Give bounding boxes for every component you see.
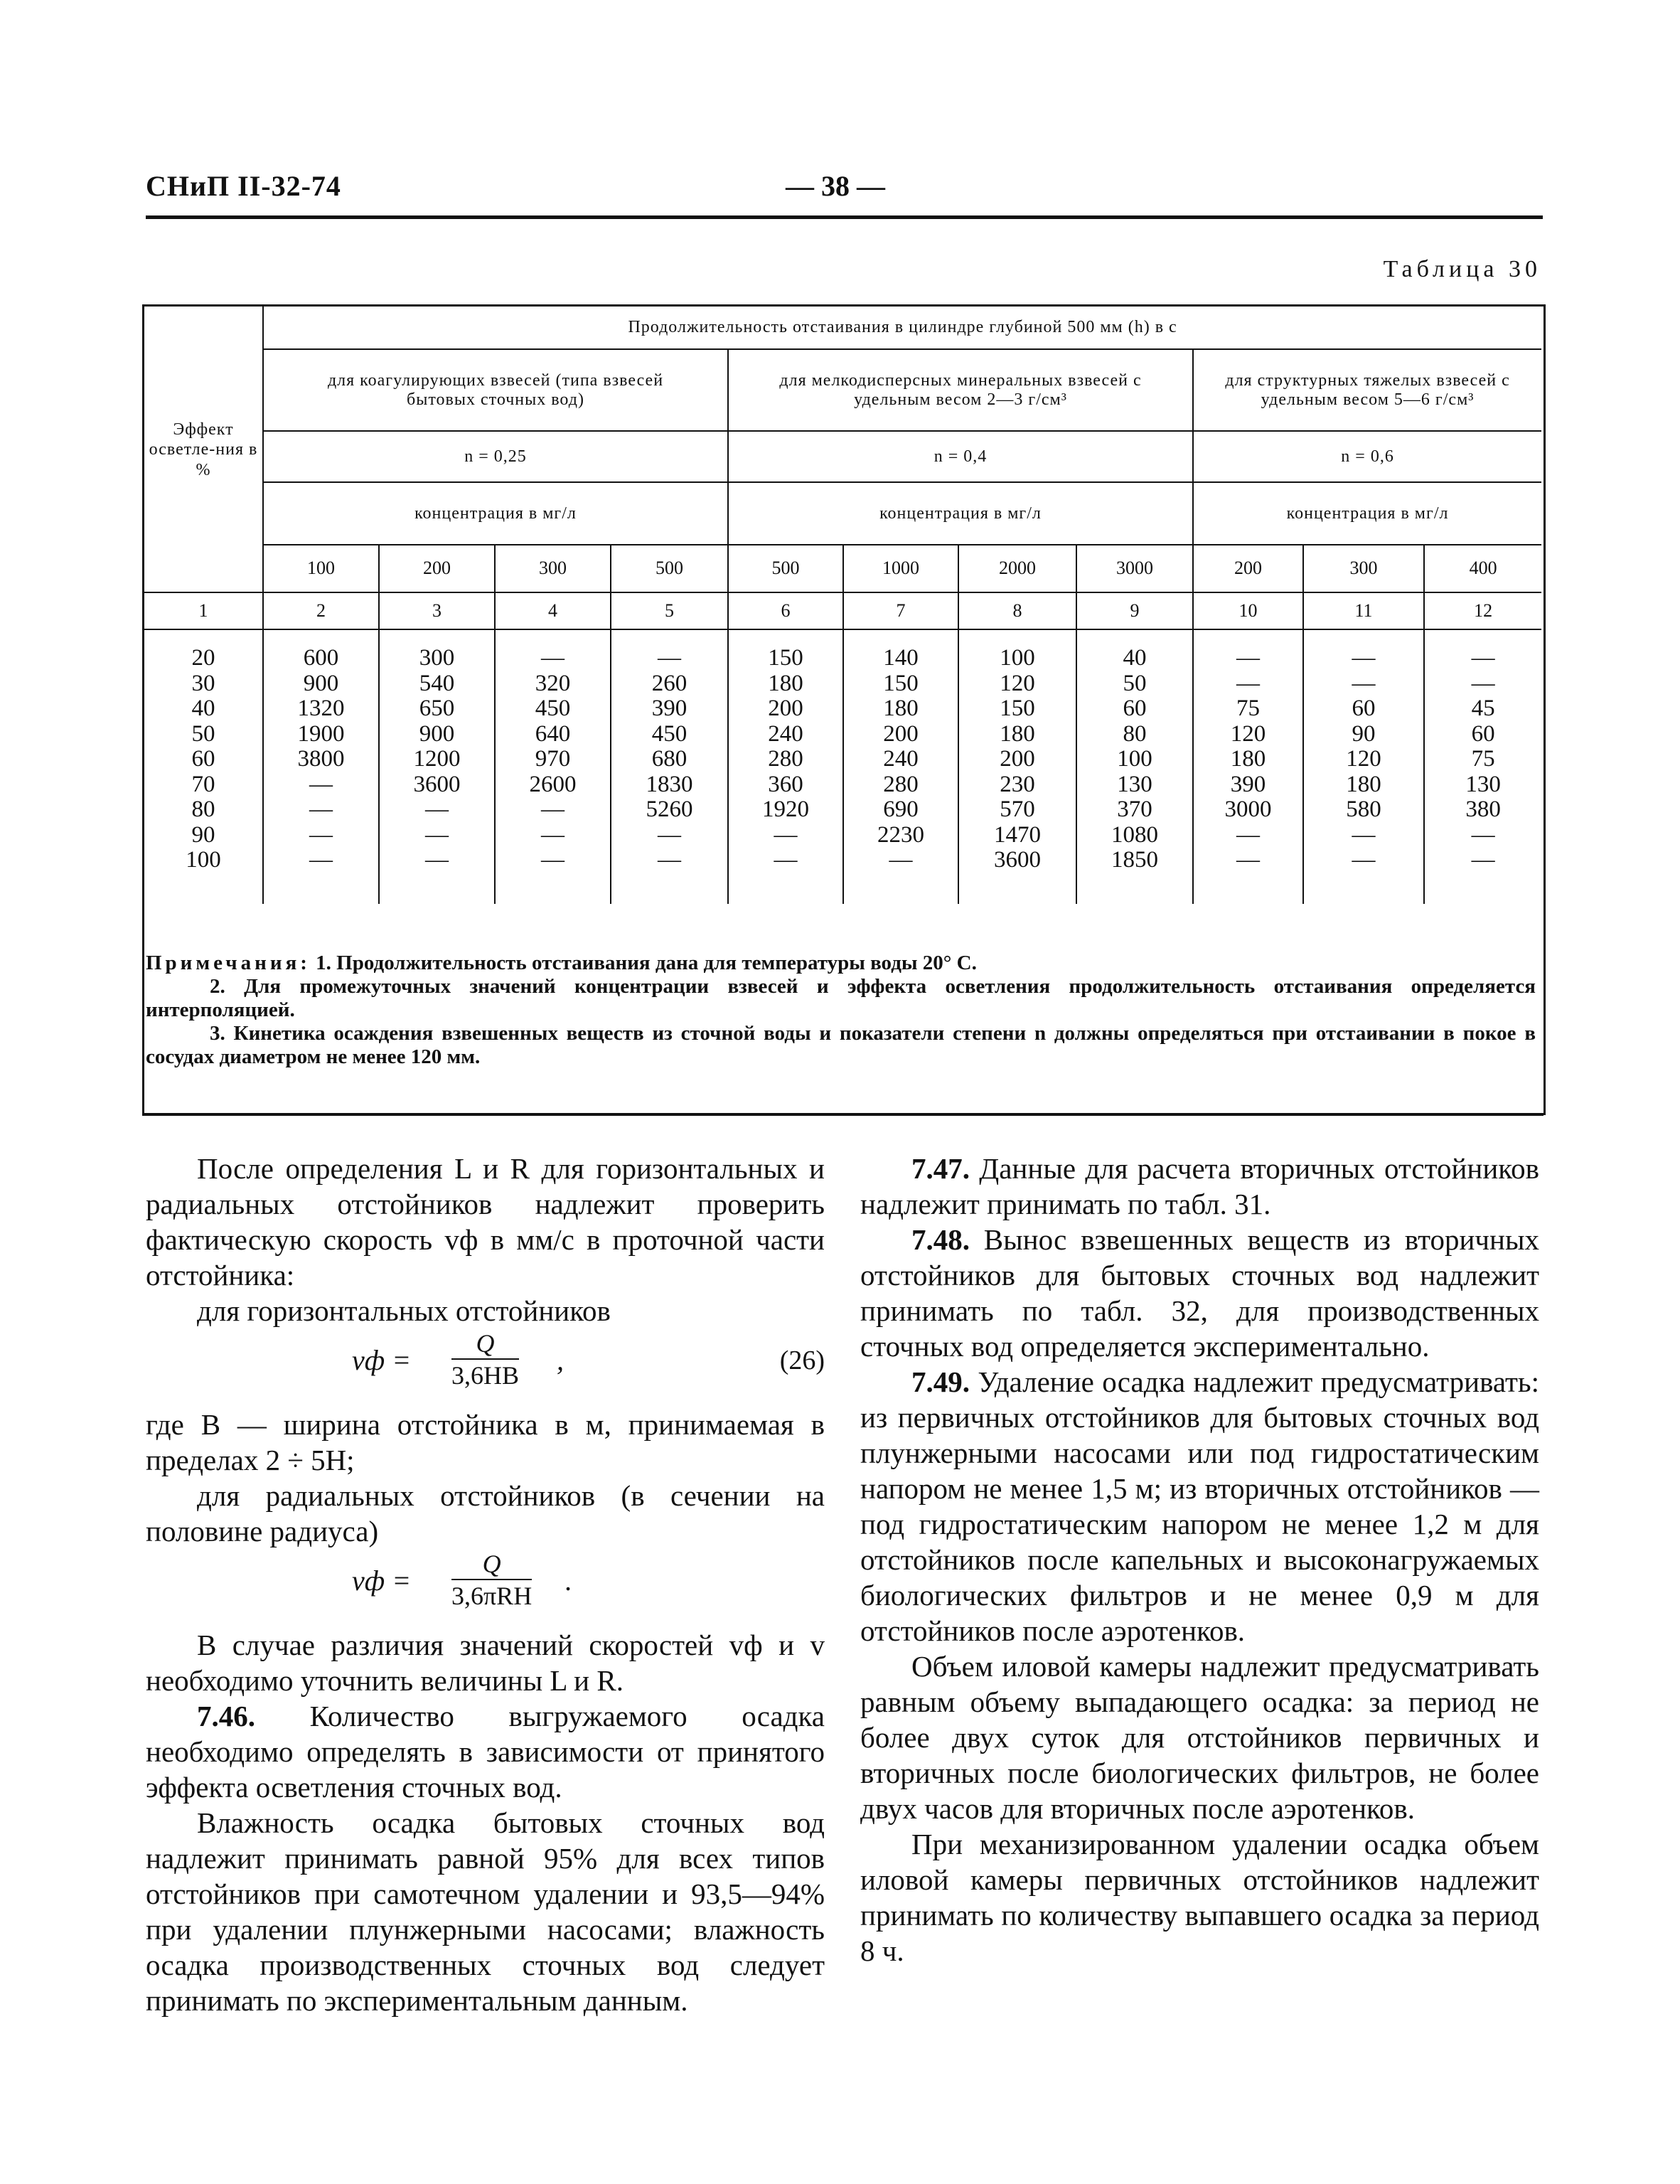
table-column-cell [1076, 629, 1193, 904]
table-value: 1900 [297, 720, 345, 747]
table-value: — [309, 847, 333, 873]
table-value: 120 [1346, 746, 1381, 772]
table-value: — [309, 821, 333, 848]
table-value: 200 [1000, 746, 1035, 772]
table-column-cell [144, 629, 263, 904]
table-value: 80 [191, 797, 215, 822]
table-column-cell [611, 629, 728, 904]
table-value: — [1236, 847, 1260, 873]
table-value: 640 [535, 720, 571, 747]
clause-7-47 [860, 1151, 1539, 1222]
table-value: 280 [768, 746, 803, 772]
group-2-label: для мелкодисперсных минеральных взвесей с удельным весом 2—3 г/см³ [728, 349, 1193, 431]
table-value: 1080 [1111, 821, 1158, 848]
formula-numerator: Q [451, 1328, 519, 1360]
table-value: — [1471, 847, 1495, 873]
col-number-cell: 9 [1076, 592, 1193, 629]
table-value: 240 [768, 720, 803, 747]
clause-number: 7.48. [911, 1223, 970, 1256]
table-bottom-rule [142, 1113, 1543, 1116]
paragraph: После определения L и R для горизонтальных и радиальных отстойников надлежит проверить фактическую скорость vф в мм/с в проточной части отстойника: [146, 1152, 825, 1291]
conc-cell: 300 [1303, 545, 1424, 592]
col-number-cell: 6 [728, 592, 843, 629]
table-value: 60 [1123, 696, 1147, 721]
table-value: 3800 [297, 746, 345, 772]
col-number-cell: 11 [1303, 592, 1424, 629]
table-value: 370 [1117, 797, 1152, 822]
table-value: — [541, 645, 565, 671]
table-value: 240 [883, 746, 919, 772]
group-2-conc: концентрация в мг/л [728, 482, 1193, 545]
table-value: 380 [1465, 797, 1501, 822]
table-value: 900 [419, 720, 455, 747]
table-value: 30 [191, 670, 215, 696]
conc-cell: 100 [263, 545, 379, 592]
table-value: 680 [651, 746, 687, 772]
col-number-cell: 4 [495, 592, 611, 629]
paragraph: для радиальных отстойников (в сечении на половине радиуса) [146, 1479, 825, 1548]
clause-text: Количество выгружаемого осадка необходимо определять в зависимости от принятого эффекта осветления сточных вод. [146, 1700, 825, 1804]
table-value: — [1471, 821, 1495, 848]
table-value: — [1352, 645, 1376, 671]
table-column-cell [843, 629, 958, 904]
document-code: СНиП II-32-74 [146, 170, 341, 202]
table-value: — [541, 821, 565, 848]
table-value: 390 [651, 696, 687, 721]
table-value: — [425, 797, 449, 822]
table-value: 90 [1352, 720, 1376, 747]
table-column-cell [263, 629, 379, 904]
table-value: 40 [1123, 645, 1147, 671]
group-2-n: n = 0,4 [728, 431, 1193, 482]
table-value: 900 [303, 670, 339, 696]
table-value: 45 [1471, 696, 1495, 721]
page-number: — 38 — [786, 170, 885, 202]
row-header-cell [144, 307, 263, 592]
table-column-cell [728, 629, 843, 904]
table-column-cell [958, 629, 1076, 904]
table-value: — [309, 771, 333, 797]
table-value: — [658, 645, 681, 671]
table-value: 570 [1000, 797, 1035, 822]
table-column-cell [1424, 629, 1541, 904]
table-value: 50 [1123, 670, 1147, 696]
table-value: 3000 [1224, 797, 1272, 822]
conc-cell: 200 [1193, 545, 1303, 592]
table-body-row [144, 629, 1541, 904]
settling-time-table [144, 307, 1541, 904]
table-value: 60 [1352, 696, 1376, 721]
table-value: 230 [1000, 771, 1035, 797]
formula-denominator: 3,6πRH [451, 1582, 533, 1610]
table-value: 130 [1117, 771, 1152, 797]
group-3-n: n = 0,6 [1193, 431, 1541, 482]
table-value: 1830 [646, 771, 693, 797]
table-value: — [658, 821, 681, 848]
clause-7-48 [860, 1222, 1539, 1364]
table-value: 540 [419, 670, 455, 696]
paragraph: В случае различия значений скоростей vф и v необходимо уточнить величины L и R. [146, 1629, 825, 1697]
group-3-label: для структурных тяжелых взвесей с удельным весом 5—6 г/см³ [1193, 349, 1541, 431]
table-value: 2600 [529, 771, 577, 797]
table-column-cell [379, 629, 495, 904]
col-number-cell: 5 [611, 592, 728, 629]
table-value: 450 [535, 696, 571, 721]
table-value: 280 [883, 771, 919, 797]
table-value: 150 [1000, 696, 1035, 721]
table-value: 1850 [1111, 847, 1158, 873]
table-value: 180 [883, 696, 919, 721]
table-value: 1200 [413, 746, 461, 772]
table-value: — [1471, 670, 1495, 696]
clause-text: Удаление осадка надлежит предусматривать: из первичных отстойников для бытовых сточных вод плунжерными насосами или под гидростатическим напором не менее 1,5 м; из вторичных отстойников — под гидростатическим напором не менее 1,2 м для отстойников после капельных и высоконагружаемых биологических фильтров и не менее 0,9 м для отстойников после аэротенков. [860, 1365, 1540, 1647]
table-value: 90 [191, 821, 215, 848]
table-value: 690 [883, 797, 919, 822]
table-value: 100 [1117, 746, 1152, 772]
paragraph: Объем иловой камеры надлежит предусматривать равным объему выпадающего осадка: за период не более двух суток для отстойников первичных и вторичных после биологических фильтров, не более двух часов для вторичных после аэротенков. [860, 1650, 1539, 1825]
col-number-cell: 8 [958, 592, 1076, 629]
table-value: 450 [651, 720, 687, 747]
table-value: — [1236, 645, 1260, 671]
table-value: — [541, 847, 565, 873]
table-value: 260 [651, 670, 687, 696]
table-value: — [541, 797, 565, 822]
clause-number: 7.49. [911, 1365, 970, 1398]
conc-cell: 500 [728, 545, 843, 592]
conc-cell: 300 [495, 545, 611, 592]
formula-lhs: vф = [352, 1344, 412, 1376]
table-value: 60 [1471, 720, 1495, 747]
table-value: 1920 [762, 797, 809, 822]
table-value: 2230 [877, 821, 924, 848]
group-header: Продолжительность отстаивания в цилиндре глубиной 500 мм (h) в с [263, 307, 1541, 349]
table-value: 60 [191, 746, 215, 772]
table-notes [146, 952, 1536, 1069]
table-value: — [889, 847, 913, 873]
col-number-cell: 1 [144, 592, 263, 629]
conc-cell: 2000 [958, 545, 1076, 592]
conc-cell: 400 [1424, 545, 1541, 592]
table-value: 600 [303, 645, 339, 671]
table-value: — [1471, 645, 1495, 671]
col-number-cell: 7 [843, 592, 958, 629]
table-value: 130 [1465, 771, 1501, 797]
left-text-column [146, 1151, 825, 2018]
table-value: 300 [419, 645, 455, 671]
formula-26 [146, 1328, 825, 1407]
table-value: 580 [1346, 797, 1381, 822]
table-value: 970 [535, 746, 571, 772]
table-value: 150 [768, 645, 803, 671]
group-1-conc: концентрация в мг/л [263, 482, 728, 545]
table-value: — [1236, 670, 1260, 696]
table-value: — [1236, 821, 1260, 848]
table-value: 75 [1471, 746, 1495, 772]
table-value: — [309, 797, 333, 822]
table-value: 390 [1230, 771, 1266, 797]
table-value: 320 [535, 670, 571, 696]
note-2: 2. Для промежуточных значений концентрации взвесей и эффекта осветления продолжительность отстаивания определяется интерполяцией. [146, 975, 1536, 1021]
paragraph: При механизированном удалении осадка объем иловой камеры первичных отстойников надлежит принимать по количеству выпавшего осадка за период 8 ч. [860, 1828, 1539, 1967]
clause-text: Данные для расчета вторичных отстойников надлежит принимать по табл. 31. [860, 1152, 1540, 1220]
col-number-cell: 3 [379, 592, 495, 629]
table-column-cell [1193, 629, 1303, 904]
paragraph: Влажность осадка бытовых сточных вод надлежит принимать равной 95% для всех типов отстойников при самотечном удалении и 93,5—94% при удалении плунжерными насосами; влажность осадка производственных сточных вод следует принимать по экспериментальным данным. [146, 1806, 825, 2017]
col-number-cell: 12 [1424, 592, 1541, 629]
clause-number: 7.46. [197, 1700, 255, 1732]
clause-7-46 [146, 1698, 825, 1805]
table-value: 100 [1000, 645, 1035, 671]
right-text-column [860, 1151, 1539, 1969]
group-1-label: для коагулирующих взвесей (типа взвесей бытовых сточных вод) [263, 349, 728, 431]
table-value: 650 [419, 696, 455, 721]
equation-number: (26) [779, 1346, 825, 1375]
table-value: 1470 [994, 821, 1041, 848]
table-caption: Таблица 30 [1383, 256, 1541, 282]
col-number-cell: 2 [263, 592, 379, 629]
table-value: 180 [1230, 746, 1266, 772]
table-value: 200 [768, 696, 803, 721]
table-value: 70 [191, 771, 215, 797]
table-value: — [425, 821, 449, 848]
table-value: 120 [1000, 670, 1035, 696]
note-3: 3. Кинетика осаждения взвешенных веществ из сточной воды и показатели степени n должны определяться при отстаивании в покое в сосудах диаметром не менее 120 мм. [146, 1022, 1536, 1068]
formula-fraction [451, 1549, 532, 1612]
header-rule [146, 215, 1543, 219]
paragraph: где B — ширина отстойника в м, принимаемая в пределах 2 ÷ 5Н; [146, 1408, 825, 1476]
table-value: — [1352, 847, 1376, 873]
table-value: — [1352, 821, 1376, 848]
formula-denominator: 3,6HB [451, 1361, 520, 1390]
table-value: 80 [1123, 720, 1147, 747]
table-value: — [425, 847, 449, 873]
table-value: 140 [883, 645, 919, 671]
conc-cell: 200 [379, 545, 495, 592]
clause-text: Вынос взвешенных веществ из вторичных отстойников для бытовых сточных вод надлежит принимать по табл. 32, для производственных сточных вод определяется экспериментально. [860, 1223, 1539, 1363]
paragraph: для горизонтальных отстойников [197, 1294, 611, 1327]
group-3-conc: концентрация в мг/л [1193, 482, 1541, 545]
table-value: 75 [1236, 696, 1260, 721]
conc-cell: 3000 [1076, 545, 1193, 592]
running-head [146, 169, 1539, 219]
table-value: — [658, 847, 681, 873]
table-value: 150 [883, 670, 919, 696]
clause-7-49 [860, 1364, 1539, 1648]
note-1: 1. Продолжительность отстаивания дана для температуры воды 20° С. [316, 952, 977, 974]
table-column-cell [495, 629, 611, 904]
table-value: 20 [191, 645, 215, 671]
formula-tail: . [565, 1565, 572, 1597]
table-value: 50 [191, 720, 215, 747]
table-value: 200 [883, 720, 919, 747]
conc-cell: 500 [611, 545, 728, 592]
formula-radial [146, 1549, 825, 1627]
formula-lhs: vф = [352, 1565, 412, 1597]
table-value: 120 [1230, 720, 1266, 747]
table-column-cell [1303, 629, 1424, 904]
col-number-cell: 10 [1193, 592, 1303, 629]
table-value: 5260 [646, 797, 693, 822]
row-header-label: Эффект осветле-ния в % [149, 420, 258, 479]
table-value: — [774, 821, 798, 848]
table-value: 40 [191, 696, 215, 721]
formula-tail: , [557, 1344, 564, 1376]
clause-number: 7.47. [911, 1152, 970, 1185]
table-value: 360 [768, 771, 803, 797]
table-value: 100 [186, 847, 221, 873]
table-value: 3600 [994, 847, 1041, 873]
table-value: 180 [1000, 720, 1035, 747]
notes-title: Примечания: [146, 952, 311, 974]
table-value: 3600 [413, 771, 461, 797]
table-value: 180 [1346, 771, 1381, 797]
table-value: 1320 [297, 696, 345, 721]
formula-fraction [451, 1328, 519, 1391]
group-1-n: n = 0,25 [263, 431, 728, 482]
table-value: — [774, 847, 798, 873]
table-value: — [1352, 670, 1376, 696]
table-value: 180 [768, 670, 803, 696]
formula-numerator: Q [451, 1549, 532, 1580]
conc-cell: 1000 [843, 545, 958, 592]
